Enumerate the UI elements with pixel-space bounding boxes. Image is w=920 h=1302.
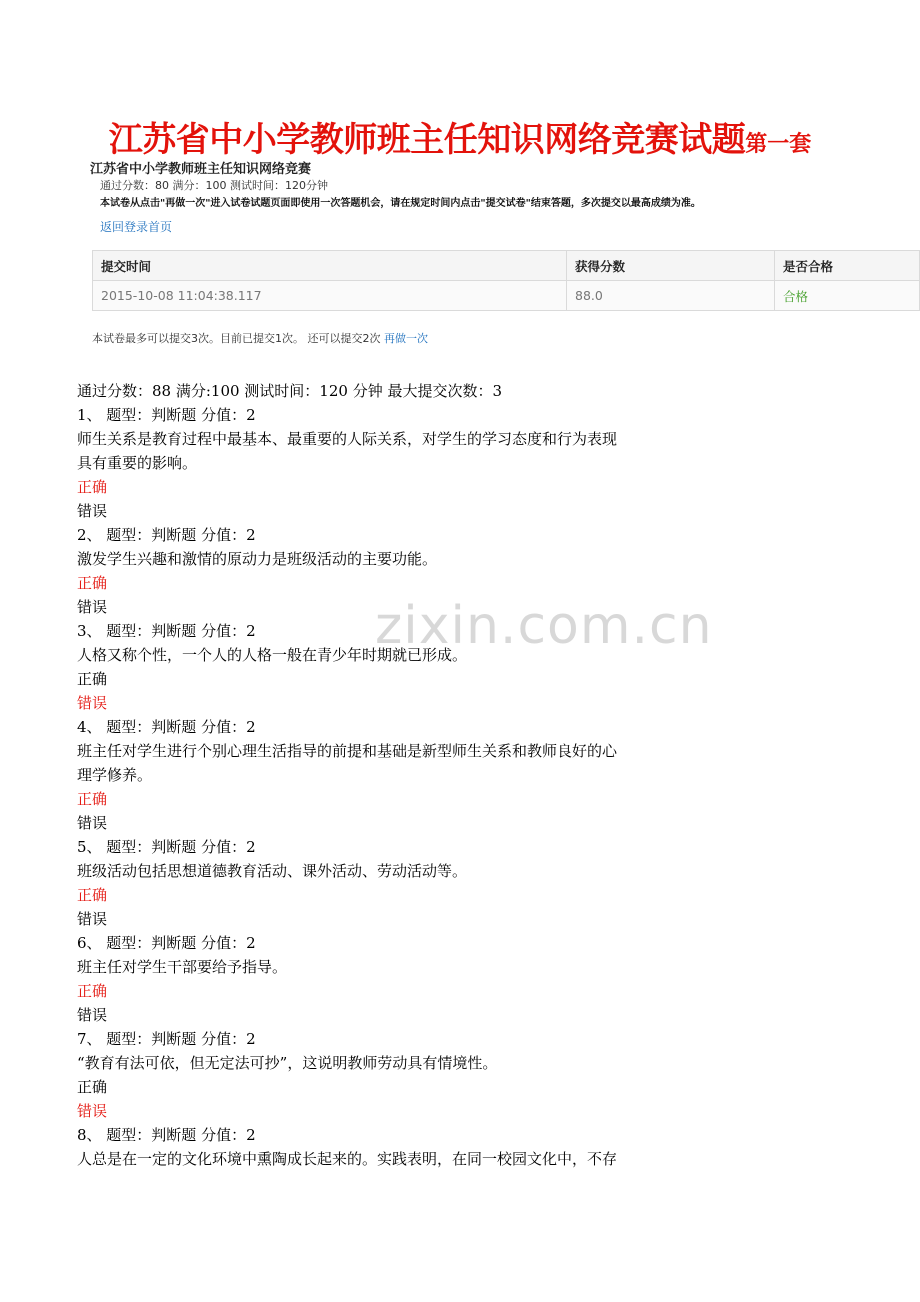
column-header-score: 获得分数 (567, 251, 775, 281)
answer-option-true[interactable]: 正确 (77, 574, 108, 592)
question-item (77, 523, 677, 619)
question-text: “教育有法可依，但无定法可抄”，这说明教师劳动具有情境性。 (77, 1054, 498, 1072)
redo-link[interactable]: 再做一次 (384, 332, 428, 345)
attempts-info (92, 330, 428, 346)
question-text: 师生关系是教育过程中最基本、最重要的人际关系，对学生的学习态度和行为表现 (77, 430, 618, 448)
question-item (77, 1027, 677, 1123)
answer-option-true[interactable]: 正确 (77, 886, 108, 904)
answer-option-true[interactable]: 正确 (77, 1078, 108, 1096)
question-header: 3、 题型：判断题 分值：2 (77, 622, 256, 640)
column-header-submit-time: 提交时间 (93, 251, 567, 281)
question-header: 1、 题型：判断题 分值：2 (77, 406, 256, 424)
back-to-home-link[interactable]: 返回登录首页 (100, 220, 173, 234)
result-table (92, 250, 920, 311)
question-item (77, 931, 677, 1027)
questions-container (77, 403, 677, 1171)
cell-score: 88.0 (567, 281, 775, 311)
answer-option-false[interactable]: 错误 (77, 1006, 108, 1024)
question-list (77, 379, 677, 1171)
question-header: 7、 题型：判断题 分值：2 (77, 1030, 256, 1048)
question-text: 理学修养。 (77, 766, 153, 784)
answer-option-false[interactable]: 错误 (77, 598, 108, 616)
column-header-pass: 是否合格 (775, 251, 920, 281)
cell-pass-status: 合格 (775, 281, 920, 311)
question-text: 班主任对学生进行个别心理生活指导的前提和基础是新型师生关系和教师良好的心 (77, 742, 618, 760)
exam-heading: 江苏省中小学教师班主任知识网络竞赛 (90, 162, 312, 177)
answer-option-true[interactable]: 正确 (77, 478, 108, 496)
answer-option-true[interactable]: 正确 (77, 670, 108, 688)
question-text: 激发学生兴趣和激情的原动力是班级活动的主要功能。 (77, 550, 438, 568)
question-item (77, 619, 677, 715)
question-text: 人总是在一定的文化环境中熏陶成长起来的。实践表明，在同一校园文化中，不存 (77, 1150, 618, 1168)
table-header-row (93, 251, 920, 281)
question-header: 5、 题型：判断题 分值：2 (77, 838, 256, 856)
exam-meta: 通过分数：80 满分：100 测试时间：120分钟 (100, 179, 328, 192)
answer-option-false[interactable]: 错误 (77, 502, 108, 520)
exam-summary: 通过分数：88 满分:100 测试时间：120 分钟 最大提交次数：3 (77, 382, 503, 400)
question-item (77, 1123, 677, 1171)
question-header: 2、 题型：判断题 分值：2 (77, 526, 256, 544)
question-item (77, 403, 677, 523)
answer-option-false[interactable]: 错误 (77, 694, 108, 712)
question-header: 6、 题型：判断题 分值：2 (77, 934, 256, 952)
exam-notice: 本试卷从点击"再做一次"进入试卷试题页面即使用一次答题机会，请在规定时间内点击"提交试卷"结束答题，多次提交以最高成绩为准。 (100, 198, 701, 209)
cell-submit-time: 2015-10-08 11:04:38.117 (93, 281, 567, 311)
page-title (0, 112, 920, 161)
attempts-text: 本试卷最多可以提交3次。目前已提交1次。 还可以提交2次 (92, 332, 381, 345)
question-item (77, 715, 677, 835)
watermark: zixin.com.cn (375, 596, 713, 656)
answer-option-false[interactable]: 错误 (77, 910, 108, 928)
answer-option-false[interactable]: 错误 (77, 1102, 108, 1120)
question-text: 具有重要的影响。 (77, 454, 198, 472)
question-text: 人格又称个性，一个人的人格一般在青少年时期就已形成。 (77, 646, 468, 664)
question-text: 班主任对学生干部要给予指导。 (77, 958, 288, 976)
title-main: 江苏省中小学教师班主任知识网络竞赛试题 (108, 120, 746, 160)
question-header: 4、 题型：判断题 分值：2 (77, 718, 256, 736)
answer-option-true[interactable]: 正确 (77, 982, 108, 1000)
question-header: 8、 题型：判断题 分值：2 (77, 1126, 256, 1144)
question-text: 班级活动包括思想道德教育活动、课外活动、劳动活动等。 (77, 862, 468, 880)
title-suffix: 第一套 (745, 131, 812, 157)
table-row (93, 281, 920, 311)
answer-option-true[interactable]: 正确 (77, 790, 108, 808)
question-item (77, 835, 677, 931)
answer-option-false[interactable]: 错误 (77, 814, 108, 832)
